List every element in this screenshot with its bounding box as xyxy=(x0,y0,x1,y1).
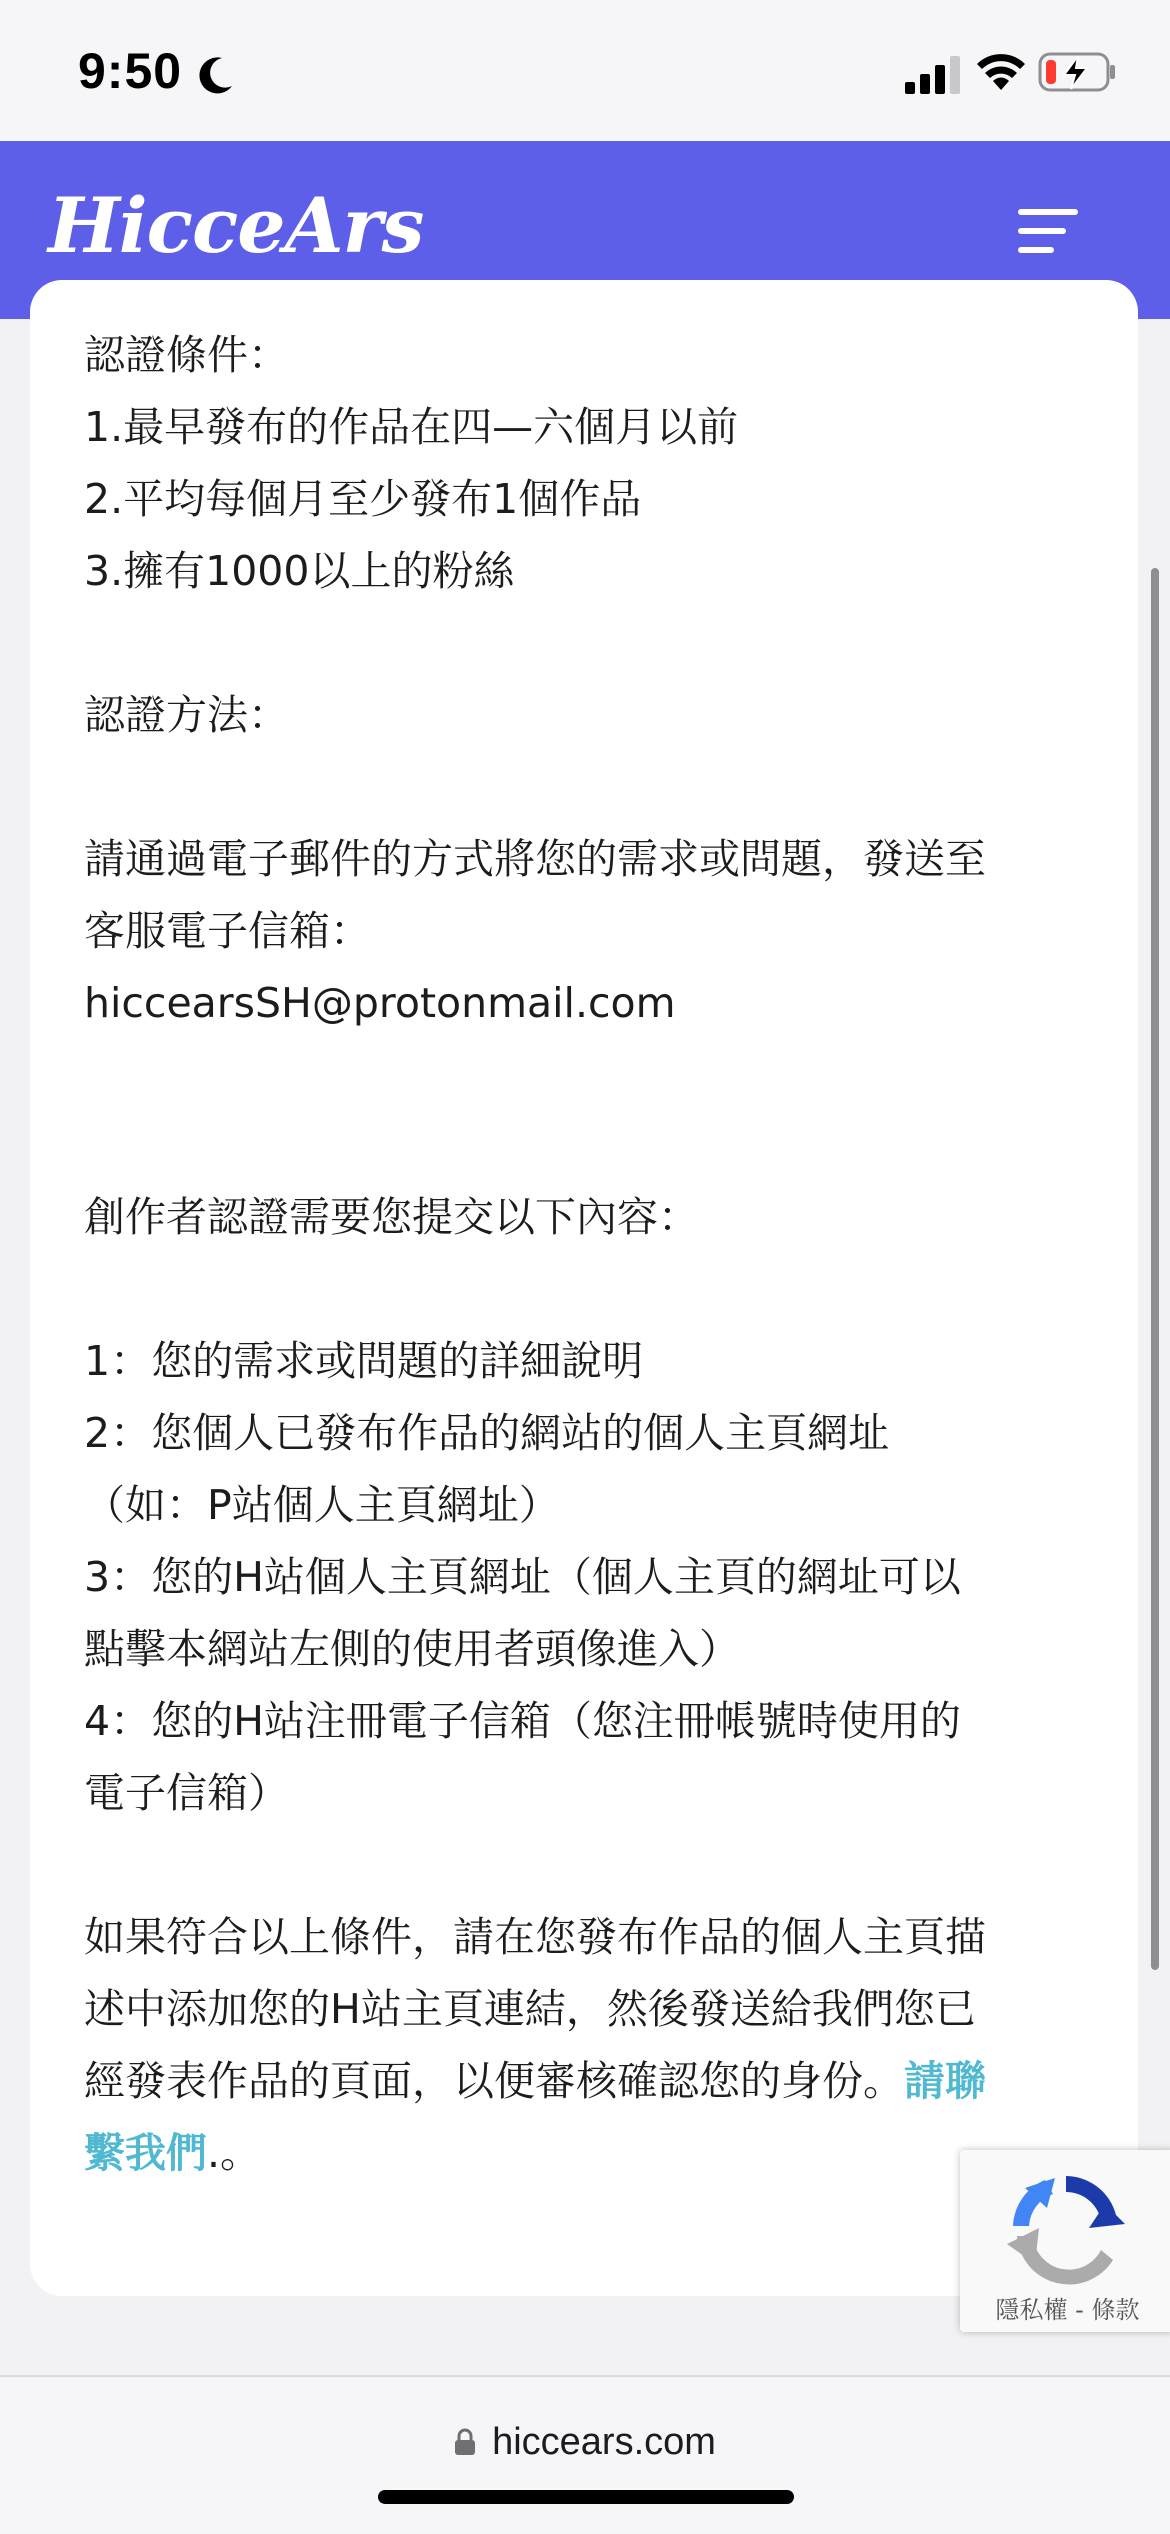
condition-item: 2.平均每個月至少發布1個作品 xyxy=(84,475,642,523)
final-text: 如果符合以上條件，請在您發布作品的個人主頁描 xyxy=(84,1913,986,1961)
submit-item: 點擊本網站左側的使用者頭像進入） xyxy=(84,1625,740,1673)
browser-url-bar[interactable] xyxy=(0,2375,1170,2534)
submit-item: 1：您的需求或問題的詳細說明 xyxy=(84,1337,644,1385)
home-indicator[interactable] xyxy=(378,2490,794,2504)
conditions-title: 認證條件： xyxy=(84,331,289,379)
condition-item: 1.最早發布的作品在四—六個月以前 xyxy=(84,403,739,451)
verification-content xyxy=(84,319,1074,2189)
status-bar xyxy=(0,0,1170,141)
moon-icon xyxy=(194,54,236,96)
submit-item: 電子信箱） xyxy=(84,1769,289,1817)
final-text-with-link xyxy=(84,2117,1074,2189)
hamburger-menu-icon[interactable] xyxy=(1000,203,1084,259)
url-text: hiccears.com xyxy=(492,2421,716,2463)
recaptcha-links[interactable]: 隱私權 - 條款 xyxy=(995,2296,1140,2324)
submit-title: 創作者認證需要您提交以下內容： xyxy=(84,1193,699,1241)
final-text: 經發表作品的頁面，以便審核確認您的身份。 xyxy=(84,2057,904,2105)
condition-item: 3.擁有1000以上的粉絲 xyxy=(84,547,515,595)
wifi-icon xyxy=(976,50,1026,92)
submit-item: 4：您的H站注冊電子信箱（您注冊帳號時使用的 xyxy=(84,1697,961,1745)
status-time: 9:50 xyxy=(78,43,183,99)
lock-icon xyxy=(454,2428,476,2456)
final-text-with-link xyxy=(84,2045,1074,2117)
contact-us-link[interactable]: 請聯 xyxy=(904,2057,986,2105)
recaptcha-icon xyxy=(1005,2168,1127,2286)
method-text: 請通過電子郵件的方式將您的需求或問題，發送至 xyxy=(84,835,986,883)
method-title: 認證方法： xyxy=(84,691,289,739)
submit-item: （如：P站個人主頁網址） xyxy=(84,1481,560,1529)
method-text: 客服電子信箱： xyxy=(84,907,371,955)
battery-charging-icon xyxy=(1038,50,1118,94)
submit-item: 2：您個人已發布作品的網站的個人主頁網址 xyxy=(84,1409,890,1457)
site-logo[interactable]: HicceArs xyxy=(48,181,424,270)
final-end: .。 xyxy=(207,2129,262,2177)
page-scrollbar[interactable] xyxy=(1151,568,1159,1970)
submit-item: 3：您的H站個人主頁網址（個人主頁的網址可以 xyxy=(84,1553,961,1601)
recaptcha-badge[interactable] xyxy=(960,2150,1170,2332)
contact-us-link[interactable]: 繫我們 xyxy=(84,2129,207,2177)
final-text: 述中添加您的H站主頁連結，然後發送給我們您已 xyxy=(84,1985,976,2033)
signal-icon xyxy=(905,54,961,94)
support-email[interactable]: hiccearsSH@protonmail.com xyxy=(84,979,676,1027)
url-display[interactable] xyxy=(0,2421,1170,2464)
